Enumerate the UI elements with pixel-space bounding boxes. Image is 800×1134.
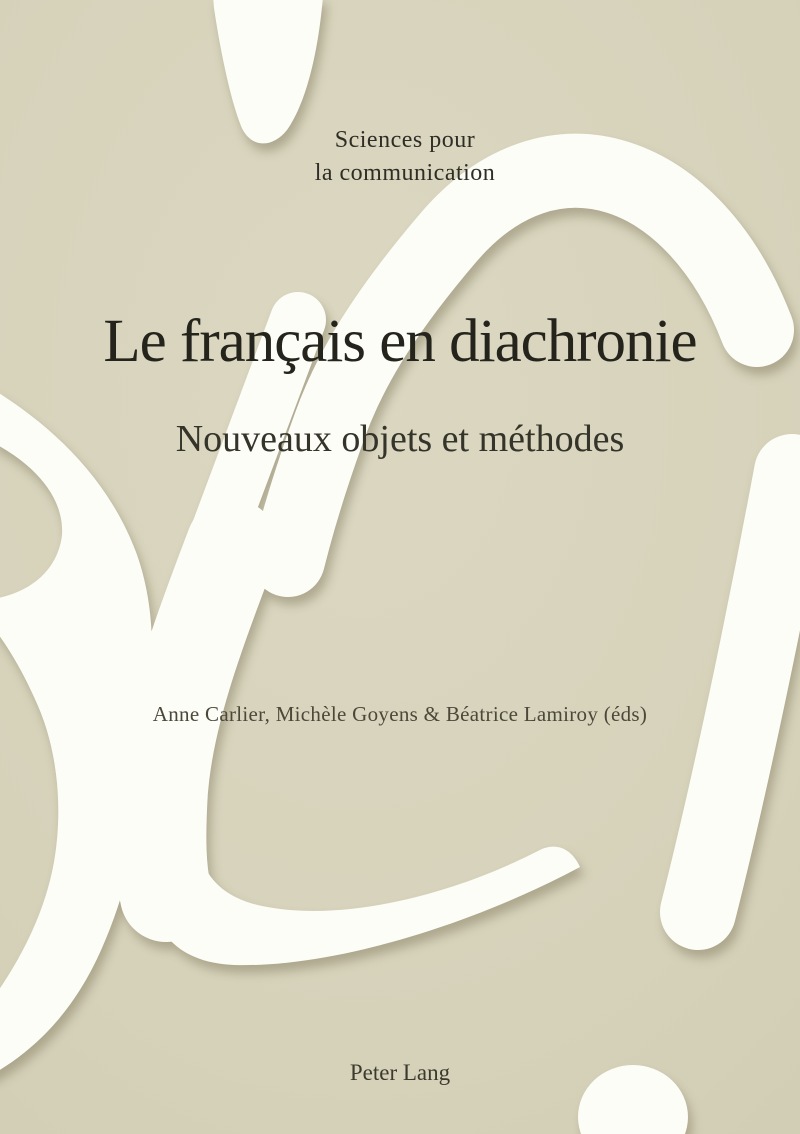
editors-line: Anne Carlier, Michèle Goyens & Béatrice Lamiroy (éds) [152,702,648,726]
series-title [205,124,605,190]
series-line-2: la communication [314,160,496,186]
publisher-name: Peter Lang [349,1060,451,1085]
book-title: Le français en diachronie [103,308,697,375]
series-line-1: Sciences pour [334,127,476,153]
book-subtitle: Nouveaux objets et méthodes [175,418,625,460]
